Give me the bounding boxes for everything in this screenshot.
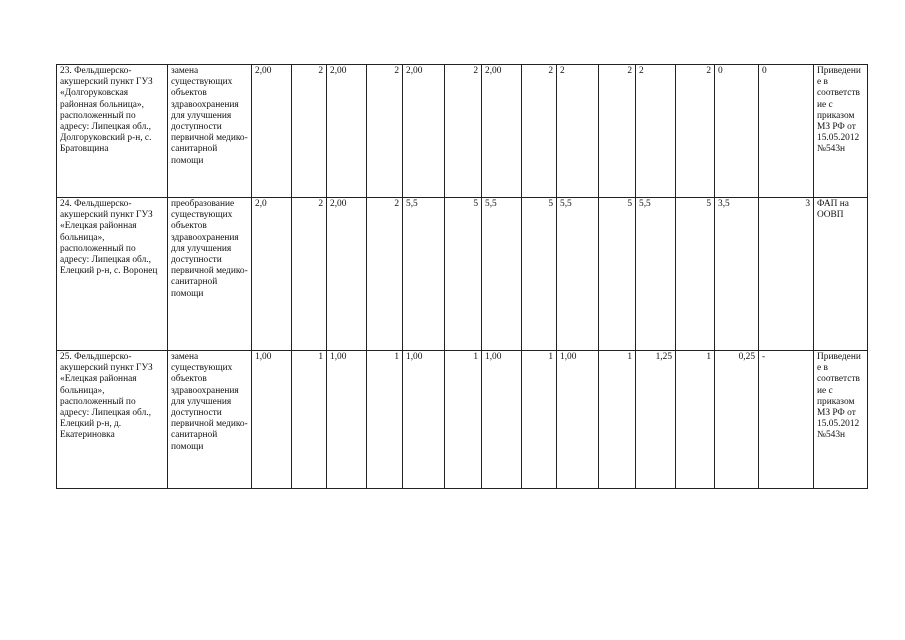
note-cell: ФАП на ООВП — [814, 198, 868, 351]
value-cell: 2,00 — [252, 65, 292, 198]
value-cell: 1 — [367, 351, 403, 489]
value-cell: 2 — [557, 65, 599, 198]
facilities-table — [56, 64, 868, 489]
value-cell: 2 — [636, 65, 676, 198]
purpose-cell: преобразование существующих объектов здравоохранения для улучшения доступности первичной медико-санитарной помощи — [168, 198, 252, 351]
value-cell: 0 — [759, 65, 814, 198]
value-cell: 3,5 — [715, 198, 759, 351]
value-cell: 1,00 — [482, 351, 522, 489]
table-row — [57, 351, 868, 489]
facility-name-cell: 24. Фельдшерско-акушерский пункт ГУЗ «Елецкая районная больница», расположенный по адресу: Липецкая обл., Елецкий р-н, с. Воронец — [57, 198, 168, 351]
value-cell: 0 — [715, 65, 759, 198]
value-cell: 1,25 — [636, 351, 676, 489]
value-cell: 2 — [367, 65, 403, 198]
value-cell: 5,5 — [403, 198, 445, 351]
purpose-cell: замена существующих объектов здравоохранения для улучшения доступности первичной медико-санитарной помощи — [168, 65, 252, 198]
value-cell: 2 — [599, 65, 636, 198]
value-cell: 0,25 — [715, 351, 759, 489]
value-cell: 2,00 — [403, 65, 445, 198]
value-cell: 2 — [676, 65, 715, 198]
table-row — [57, 198, 868, 351]
value-cell: 5 — [445, 198, 482, 351]
value-cell: 2 — [522, 65, 557, 198]
value-cell: 5,5 — [482, 198, 522, 351]
value-cell: 2 — [292, 65, 327, 198]
facility-name-cell: 25. Фельдшерско-акушерский пункт ГУЗ «Елецкая районная больница», расположенный по адресу: Липецкая обл., Елецкий р-н, д. Екатериновка — [57, 351, 168, 489]
purpose-cell: замена существующих объектов здравоохранения для улучшения доступности первичной медико-санитарной помощи — [168, 351, 252, 489]
value-cell: 2 — [292, 198, 327, 351]
value-cell: - — [759, 351, 814, 489]
value-cell: 5,5 — [557, 198, 599, 351]
value-cell: 1,00 — [252, 351, 292, 489]
facility-name-cell: 23. Фельдшерско-акушерский пункт ГУЗ «Долгоруковская районная больница», расположенный по адресу: Липецкая обл., Долгоруковский р-н, с. Братовщина — [57, 65, 168, 198]
value-cell: 5 — [676, 198, 715, 351]
value-cell: 2,00 — [482, 65, 522, 198]
value-cell: 1 — [599, 351, 636, 489]
value-cell: 1,00 — [327, 351, 367, 489]
value-cell: 2,0 — [252, 198, 292, 351]
value-cell: 1 — [676, 351, 715, 489]
value-cell: 1,00 — [557, 351, 599, 489]
value-cell: 1,00 — [403, 351, 445, 489]
value-cell: 1 — [445, 351, 482, 489]
value-cell: 5,5 — [636, 198, 676, 351]
value-cell: 1 — [292, 351, 327, 489]
value-cell: 2 — [445, 65, 482, 198]
table-row — [57, 65, 868, 198]
value-cell: 3 — [759, 198, 814, 351]
value-cell: 5 — [599, 198, 636, 351]
value-cell: 2,00 — [327, 198, 367, 351]
value-cell: 2,00 — [327, 65, 367, 198]
value-cell: 2 — [367, 198, 403, 351]
note-cell: Приведение в соответствие с приказом МЗ РФ от 15.05.2012 №543н — [814, 65, 868, 198]
value-cell: 1 — [522, 351, 557, 489]
note-cell: Приведение в соответствие с приказом МЗ РФ от 15.05.2012 №543н — [814, 351, 868, 489]
value-cell: 5 — [522, 198, 557, 351]
